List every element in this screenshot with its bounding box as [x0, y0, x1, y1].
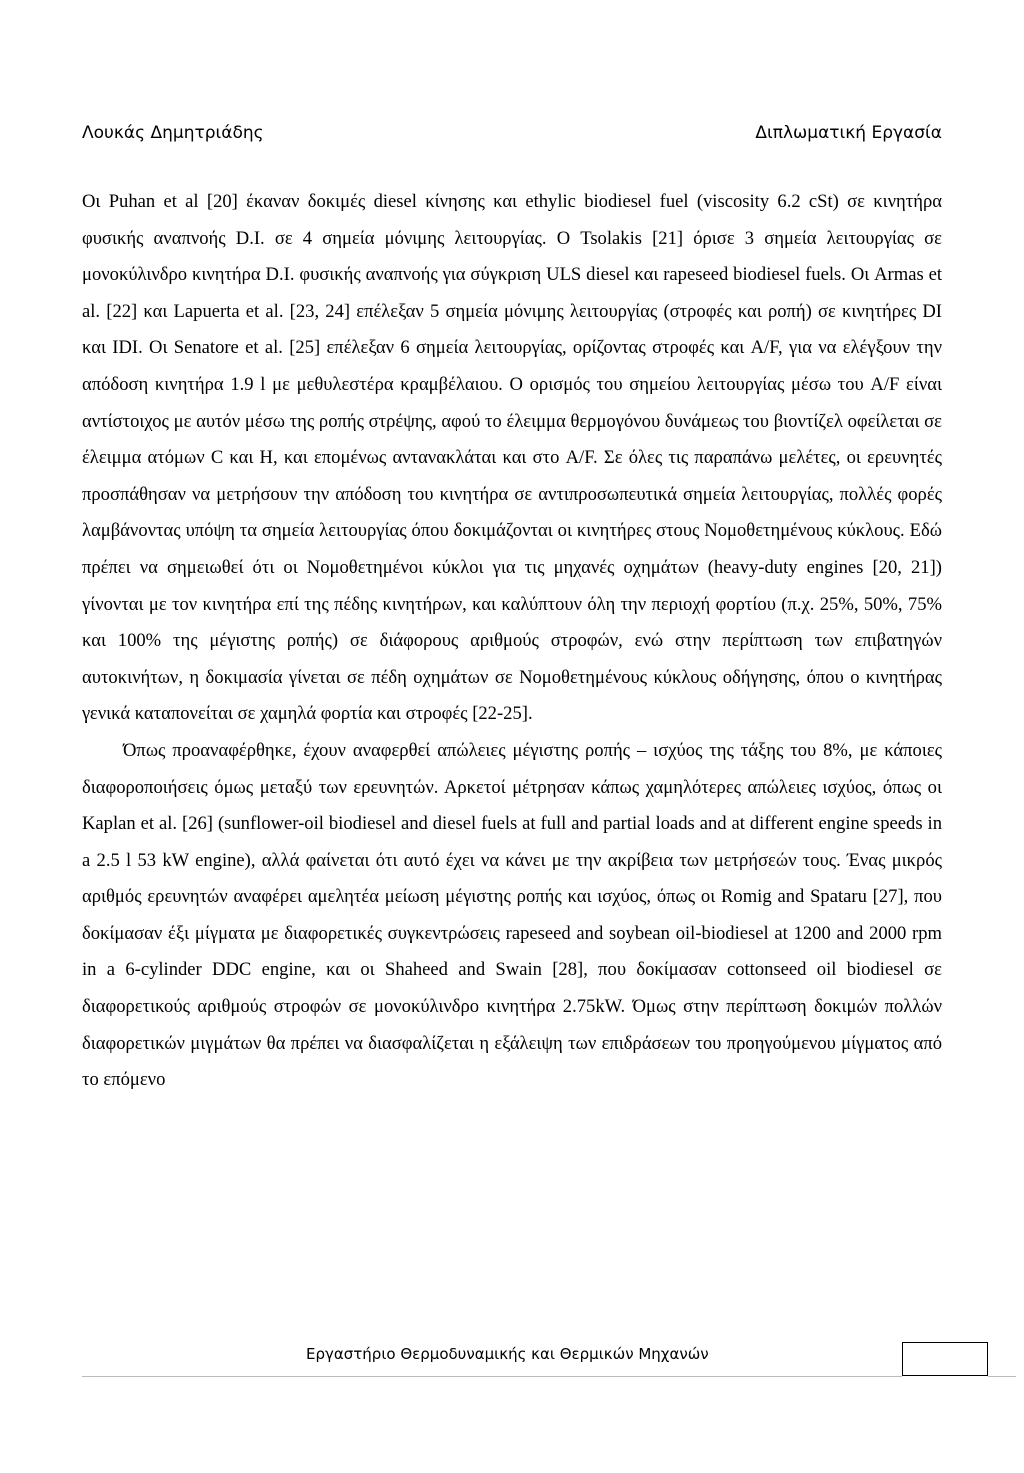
header-author: Λουκάς Δημητριάδης	[82, 123, 264, 143]
header-document-type: Διπλωματική Εργασία	[755, 123, 942, 143]
paragraph-1: Οι Puhan et al [20] έκαναν δοκιμές diesel κίνησης και ethylic biodiesel fuel (viscosity 6.2 cSt) σε κινητήρα φυσικής αναπνοής D.I. σε 4 σημεία μόνιμης λειτουργίας. Ο Tsolakis [21] όρισε 3 σημεία λειτουργίας σε μονοκύλινδρο κινητήρα D.I. φυσικής αναπνοής για σύγκριση ULS diesel και rapeseed biodiesel fuels. Οι Armas et al. [22] και Lapuerta et al. [23, 24] επέλεξαν 5 σημεία μόνιμης λειτουργίας (στροφές και ροπή) σε κινητήρες DI και IDI. Οι Senatore et al. [25] επέλεξαν 6 σημεία λειτουργίας, ορίζοντας στροφές και A/F, για να ελέγξουν την απόδοση κινητήρα 1.9 l με μεθυλεστέρα κραμβέλαιου. Ο ορισμός του σημείου λειτουργίας μέσω του A/F είναι αντίστοιχος με αυτόν μέσω της ροπής στρέψης, αφού το έλειμμα θερμογόνου δυνάμεως του βιοντίζελ οφείλεται σε έλειμμα ατόμων C και H, και επομένως αντανακλάται και στο A/F. Σε όλες τις παραπάνω μελέτες, οι ερευνητές προσπάθησαν να μετρήσουν την απόδοση του κινητήρα σε αντιπροσωπευτικά σημεία λειτουργίας, πολλές φορές λαμβάνοντας υπόψη τα σημεία λειτουργίας όπου δοκιμάζονται οι κινητήρες στους Νομοθετημένους κύκλους. Εδώ πρέπει να σημειωθεί ότι οι Νομοθετημένοι κύκλοι για τις μηχανές οχημάτων (heavy-duty engines [20, 21]) γίνονται με τον κινητήρα επί της πέδης κινητήρων, και καλύπτουν όλη την περιοχή φορτίου (π.χ. 25%, 50%, 75% και 100% της μέγιστης ροπής) σε διάφορους αριθμούς στροφών, ενώ στην περίπτωση των επιβατηγών αυτοκινήτων, η δοκιμασία γίνεται σε πέδη οχημάτων σε Νομοθετημένους κύκλους οδήγησης, όπου ο κινητήρας γενικά καταπονείται σε χαμηλά φορτία και στροφές [22-25].	[82, 191, 942, 725]
footer-rule-right	[988, 1376, 1016, 1377]
footer-lab-name: Εργαστήριο Θερμοδυναμικής και Θερμικών Μηχανών	[306, 1345, 709, 1363]
page-number-box	[902, 1342, 988, 1376]
paragraph-2: Όπως προαναφέρθηκε, έχουν αναφερθεί απώλειες μέγιστης ροπής – ισχύος της τάξης του 8%, με κάποιες διαφοροποιήσεις όμως μεταξύ των ερευνητών. Αρκετοί μέτρησαν κάπως χαμηλότερες απώλειες ισχύος, όπως οι Kaplan et al. [26] (sunflower-oil biodiesel and diesel fuels at full and partial loads and at different engine speeds in a 2.5 l 53 kW engine), αλλά φαίνεται ότι αυτό έχει να κάνει με την ακρίβεια των μετρήσεών τους. Ένας μικρός αριθμός ερευνητών αναφέρει αμελητέα μείωση μέγιστης ροπής και ισχύος, όπως οι Romig and Spataru [27], που δοκίμασαν έξι μίγματα με διαφορετικές συγκεντρώσεις rapeseed and soybean oil-biodiesel at 1200 and 2000 rpm in a 6-cylinder DDC engine, και οι Shaheed and Swain [28], που δοκίμασαν cottonseed oil biodiesel σε διαφορετικούς αριθμούς στροφών σε μονοκύλινδρο κινητήρα 2.75kW. Όμως στην περίπτωση δοκιμών πολλών διαφορετικών μιγμάτων θα πρέπει να διασφαλίζεται η εξάλειψη των επιδράσεων του προηγούμενου μίγματος από το επόμενο	[82, 739, 942, 1091]
footer-rule	[82, 1376, 902, 1377]
page-footer	[0, 1342, 1024, 1382]
body-text	[82, 184, 942, 1099]
page-header	[82, 118, 942, 148]
